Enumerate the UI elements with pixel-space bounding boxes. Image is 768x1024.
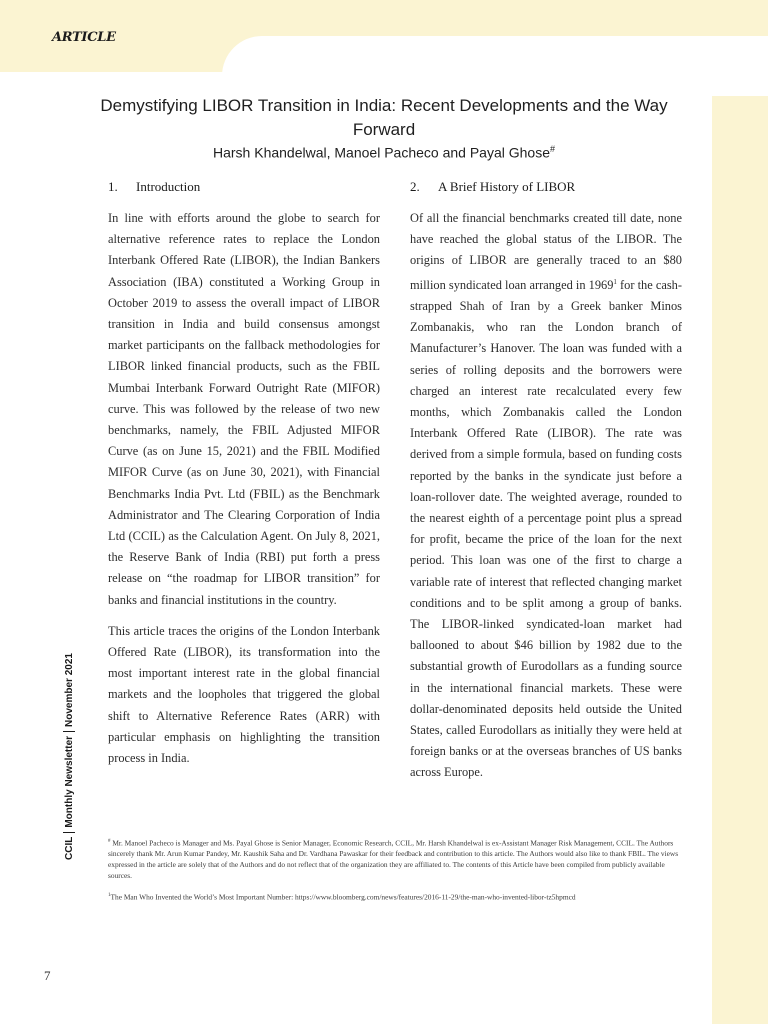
section-number: 1. — [108, 179, 118, 194]
footnote — [108, 836, 684, 881]
sidebar-issue: November 2021 — [64, 653, 75, 727]
footnote-text: The Man Who Invented the World’s Most Important Number: https://www.bloomberg.com/news/features/2016-11-29/the-man-who-invented-libor-tz5hpmcd — [110, 892, 576, 902]
left-column — [108, 208, 380, 779]
divider — [63, 731, 75, 732]
paragraph: This article traces the origins of the London Interbank Offered Rate (LIBOR), its transformation into the most important interest rate in the global financial markets and the loopholes that triggered the global shift to Alternative Reference Rates (ARR) with particular emphasis on highlighting the transition process in India. — [108, 623, 380, 766]
authors-text: Harsh Khandelwal, Manoel Pacheco and Payal Ghose — [213, 144, 550, 161]
footnotes — [108, 836, 684, 912]
footnote-ref: 1 — [613, 277, 617, 286]
article-authors — [100, 144, 668, 161]
authors-footnote-mark: # — [549, 144, 555, 154]
paragraph-text: Of all the financial benchmarks created till date, none have reached the global status of the LIBOR. The origins of LIBOR are generally traced to an $80 million syndicated loan arranged in 1969 — [410, 211, 682, 292]
article-title: Demystifying LIBOR Transition in India: Recent Developments and the Way Forward — [100, 96, 668, 139]
page-number: 7 — [44, 968, 51, 983]
sidebar-newsletter: Monthly Newsletter — [64, 735, 75, 828]
paragraph-text: for the cash-strapped Shah of Iran by a Greek banker Minos Zombanakis, who ran the London branch of Manufacturer’s Hanover. The loan was funded with a series of rolling deposits and the borrowers were charged an interest rate recalculated every few months, which Zombanakis called the London Interbank Offered Rate (LIBOR). The rate was derived from a simple formula, based on funding costs reported by the banks in the syndicate just before a loan-rollover date. The weighted average, rounded to the nearest eighth of a percentage point plus a spread for profit, became the price of the loan for the next period. This loan was one of the first to charge a variable rate of interest that reflected changing market conditions and to be split among a group of banks. The LIBOR-linked syndicated-loan market had ballooned to about $46 billion by 1982 due to the substantial growth of Eurodollars as a funding source in the international financial markets. These were dollar-denominated deposits held outside the United States, called Eurodollars as initially they were held at foreign banks or at the overseas branches of US banks across Europe. — [410, 277, 682, 780]
sidebar-org: CCIL — [64, 836, 75, 860]
section-heading-history — [410, 179, 575, 195]
paragraph — [410, 208, 682, 784]
footnote-mark: # — [108, 839, 111, 844]
sidebar-vertical-label — [58, 653, 82, 860]
header-band-cutout — [222, 36, 768, 96]
footnote — [108, 890, 684, 902]
section-title: A Brief History of LIBOR — [438, 179, 576, 194]
footnote-mark: 1 — [108, 893, 111, 899]
paragraph: In line with efforts around the globe to search for alternative reference rates to replace the London Interbank Offered Rate (LIBOR), the Indian Bankers Association (IBA) constituted a Working Group in October 2019 to assess the overall impact of LIBOR transition in India and build consensus amongst market participants on the fallback methodologies for LIBOR linked financial products, such as the FBIL Mumbai Interbank Forward Outright Rate (MIFOR) curve. This was followed by the release of two new benchmarks, namely, the FBIL Adjusted MIFOR Curve (as on June 15, 2021) and the FBIL Modified MIFOR Curve (as on June 30, 2021), with Financial Benchmarks India Pvt. Ltd (FBIL) as the Benchmark Administrator and The Clearing Corporation of India Ltd (CCIL) as the Calculation Agent. On July 8, 2021, the Reserve Bank of India (RBI) put forth a press release on “the roadmap for LIBOR transition” for banks and financial institutions in the country. — [108, 211, 380, 607]
section-number: 2. — [410, 179, 420, 194]
footnote-text: Mr. Manoel Pacheco is Manager and Ms. Payal Ghose is Senior Manager, Economic Research, CCIL, Mr. Harsh Khandelwal is ex-Assistant Manager Risk Management, CCIL. The Authors sincerely thank Mr. Arun Kumar Pandey, Mr. Kaushik Saha and Dr. Vardhana Pawaskar for their feedback and contribution to this article. The Authors would also like to thank FBIL. The views expressed in the article are solely that of the Authors and do not reflect that of the organization they are affiliated to. The contents of this Article have been compiled from publicly available sources. — [108, 838, 679, 881]
section-heading-introduction — [108, 179, 200, 195]
right-column — [410, 208, 682, 794]
section-title: Introduction — [136, 179, 201, 194]
section-label: ARTICLE — [52, 30, 116, 45]
right-margin-strip — [712, 36, 768, 1024]
divider — [63, 832, 75, 833]
